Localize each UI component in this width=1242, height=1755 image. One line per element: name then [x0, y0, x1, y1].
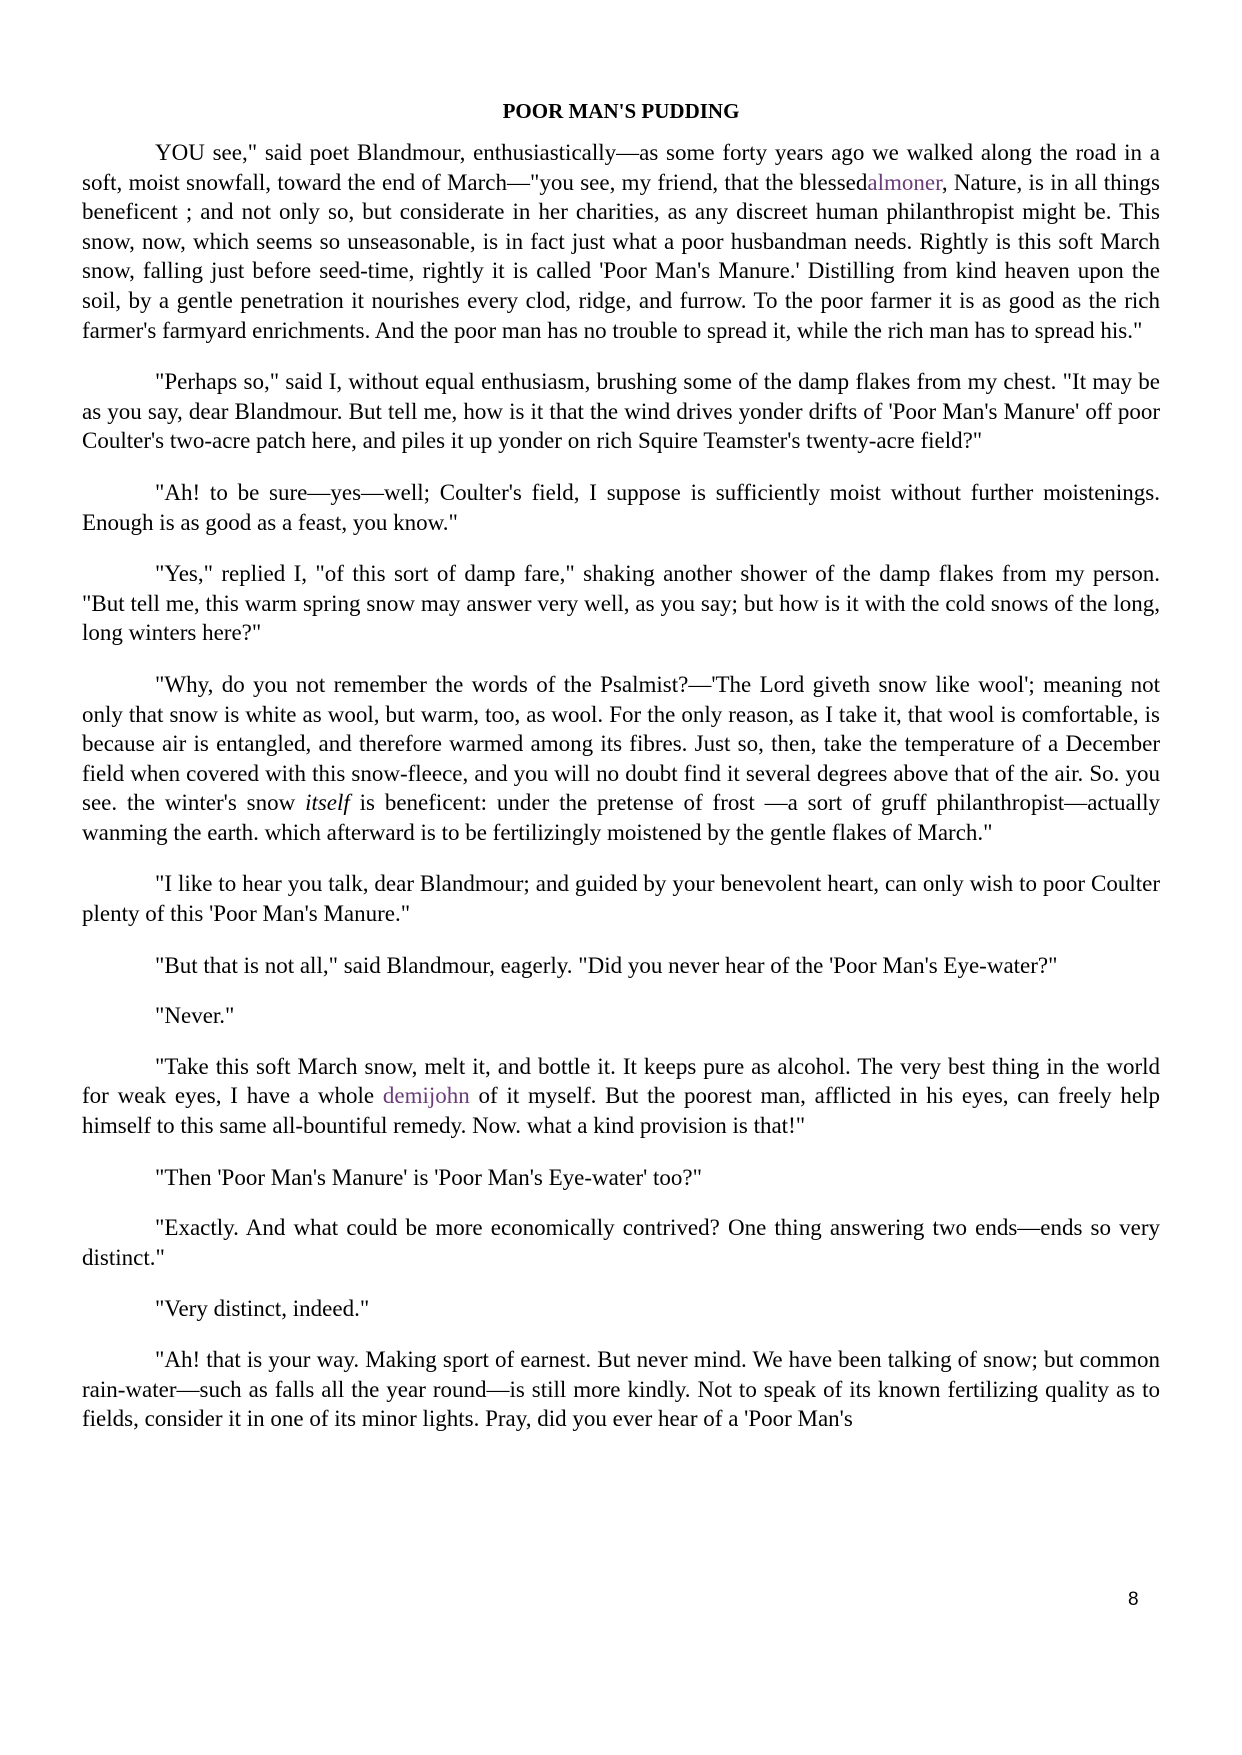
paragraph-3: "Ah! to be sure—yes—well; Coulter's field, I suppose is sufficiently moist without further moistenings. Enough is as good as a feast, you know." [82, 479, 1160, 535]
document-page [82, 96, 1160, 1456]
document-title: POOR MAN'S PUDDING [502, 99, 740, 123]
paragraph-1 [82, 138, 1160, 345]
almoner-link[interactable]: almoner [867, 169, 942, 195]
paragraph-8: "Never." [155, 1003, 235, 1029]
page-number: 8 [1128, 1589, 1139, 1610]
paragraph-11: "Exactly. And what could be more economically contrived? One thing answering two ends—ends so very distinct." [82, 1215, 1160, 1270]
paragraph-10: "Then 'Poor Man's Manure' is 'Poor Man's Eye-water' too?" [155, 1164, 702, 1190]
demijohn-link[interactable]: demijohn [382, 1083, 470, 1109]
paragraph-7: "But that is not all," said Blandmour, eagerly. "Did you never hear of the 'Poor Man's Eye-water?" [155, 952, 1058, 978]
paragraph-5-emphasis: itself [305, 790, 350, 816]
paragraph-9-text-a: "Take this soft March snow, melt it, and bottle it. It keeps pure as alcohol. The very best thing in the world for weak eyes, I have a whole [82, 1053, 1160, 1109]
paragraph-12: "Very distinct, indeed." [155, 1296, 370, 1322]
paragraph-9 [82, 1052, 1160, 1141]
paragraph-5 [82, 670, 1160, 848]
paragraph-6: "I like to hear you talk, dear Blandmour; and guided by your benevolent heart, can only wish to poor Coulter plenty of this 'Poor Man's Manure." [82, 871, 1160, 927]
paragraph-9-text-b: of it myself. But the poorest man, afflicted in his eyes, can freely help himself to this same all-bountiful remedy. Now. what a kind provision is that!" [82, 1083, 1160, 1139]
paragraph-5-text-a: "Why, do you not remember the words of the Psalmist?—'The Lord giveth snow like wool'; meaning not only that snow is white as wool, but warm, too, as wool. For the only reason, as I take it, that wool is comfortable, is because air is entangled, and therefore warmed among its fibres. Just so, then, take the temperature of a December field when covered with this snow-fleece, and you will no doubt find it several degrees above that of the air. So. you see. the winter's snow [82, 671, 1160, 816]
paragraph-2: "Perhaps so," said I, without equal enthusiasm, brushing some of the damp flakes from my chest. "It may be as you say, dear Blandmour. But tell me, how is it that the wind drives yonder drifts of 'Poor Man's Manure' off poor Coulter's two-acre patch here, and piles it up yonder on rich Squire Teamster's twenty-acre field?" [82, 369, 1160, 454]
paragraph-13: "Ah! that is your way. Making sport of earnest. But never mind. We have been talking of snow; but common rain-water—such as falls all the year round—is still more kindly. Not to speak of its known fertilizing quality as to fields, consider it in one of its minor lights. Pray, did you ever hear of a 'Poor Man's [82, 1347, 1160, 1432]
paragraph-4: "Yes," replied I, "of this sort of damp fare," shaking another shower of the damp flakes from my person. "But tell me, this warm spring snow may answer very well, as you say; but how is it with the cold snows of the long, long winters here?" [82, 561, 1160, 646]
paragraph-5-text-b: is beneficent: under the pretense of frost —a sort of gruff philanthropist—actually wanming the earth. which afterward is to be fertilizingly moistened by the gentle flakes of March." [82, 790, 1160, 845]
paragraph-1-text-a: YOU see," said poet Blandmour, enthusiastically—as some forty years ago we walked along the road in a soft, moist snowfall, toward the end of March—"you see, my friend, that the blessed [82, 140, 1160, 195]
paragraph-1-text-b: , Nature, is in all things beneficent ; and not only so, but considerate in her charities, as any discreet human philanthropist might be. This snow, now, which seems so unseasonable, is in fact just what a poor husbandman needs. Rightly is this soft March snow, falling just before seed-time, rightly it is called 'Poor Man's Manure.' Distilling from kind heaven upon the soil, by a gentle penetration it nourishes every clod, ridge, and furrow. To the poor farmer it is as good as the rich farmer's farmyard enrichments. And the poor man has no trouble to spread it, while the rich man has to spread his." [82, 169, 1160, 343]
